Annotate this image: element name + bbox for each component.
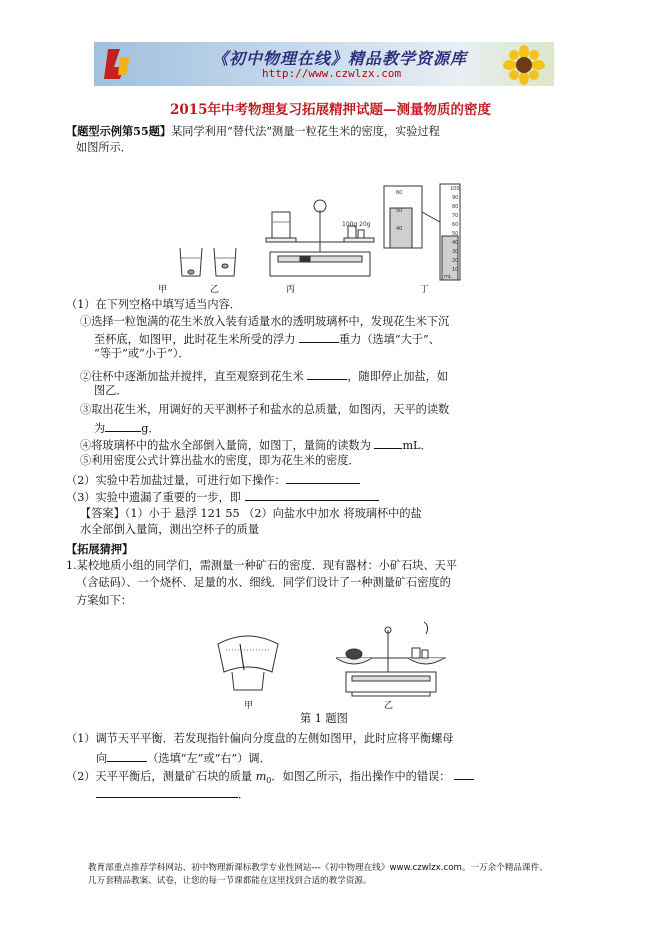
small-cyl-tick-60: 60 — [396, 190, 403, 196]
example-line1: 某同学利用“替代法”测量一粒花生米的密度，实验过程 — [171, 125, 440, 138]
weights-label: 100g 20g — [342, 221, 371, 228]
q1-step1a: ①选择一粒饱满的花生米放入装有适量水的透明玻璃杯中，发现花生米下沉 — [80, 315, 450, 328]
ext-p2: （含砝码）、一个烧杯、足量的水、细线．同学们设计了一种测量矿石密度的 — [76, 576, 451, 589]
q3: （3）实验中遗漏了重要的一步，即 — [66, 489, 379, 505]
cyl-tick-80: 80 — [452, 204, 459, 210]
cylinder-ding — [384, 184, 460, 280]
cyl-tick-50: 50 — [452, 231, 459, 237]
blank-nut-direction[interactable] — [107, 750, 147, 762]
ext-q2: （2）天平平衡后，测量矿石块的质量 $m_0$．如图乙所示，指出操作中的错误： — [66, 768, 474, 788]
ext-tag: 【拓展猜押】 — [66, 542, 134, 556]
fig1-label-yi: 乙 — [384, 701, 394, 711]
ext-q1: （1）调节天平平衡．若发现指针偏向分度盘的左侧如图甲，此时应将平衡螺母 — [66, 732, 454, 745]
q1-step3a: ③取出花生米，用调好的天平测杯子和盐水的总质量，如图丙，天平的读数 — [80, 403, 450, 416]
answer-line1: 【答案】（1）小于 悬浮 121 55 （2）向盐水中加水 将玻璃杯中的盐 — [80, 507, 422, 520]
blank-balance-reading[interactable] — [105, 420, 141, 432]
cyl-tick-100: 100 — [450, 186, 460, 192]
fig-label-yi: 乙 — [210, 285, 220, 295]
q2: （2）实验中若加盐过量，可进行如下操作： — [66, 472, 360, 488]
balance-bing — [266, 200, 374, 276]
blank-error-start[interactable] — [454, 768, 474, 780]
balance-yi — [336, 622, 446, 696]
q1-step3b: 为 g． — [94, 422, 160, 435]
blank-q2[interactable] — [286, 472, 360, 484]
cyl-tick-30: 30 — [452, 249, 459, 255]
fig-label-ding: 丁 — [420, 285, 430, 295]
sunflower-icon — [502, 46, 546, 84]
blank-buoyancy[interactable] — [299, 331, 339, 343]
cyl-unit: mL — [444, 274, 452, 280]
blank-q3[interactable] — [245, 489, 379, 501]
small-cyl-tick-50: 50 — [396, 208, 403, 214]
fig1-caption: 第 1 题图 — [300, 712, 348, 725]
cyl-tick-40: 40 — [452, 240, 459, 246]
cup-yi — [214, 248, 236, 276]
blank-error[interactable] — [96, 786, 238, 798]
blank-peanut-state[interactable] — [307, 368, 347, 380]
cup-jia — [180, 248, 202, 276]
example-line2: 如图所示． — [76, 141, 132, 154]
fig-label-jia: 甲 — [158, 285, 168, 295]
q1-step4: ④将玻璃杯中的盐水全部倒入量筒，如图丁，量筒的读数为 mL． — [80, 439, 432, 452]
ext-q1b: 向 （选填“左”或“右”）调． — [96, 752, 271, 765]
cyl-tick-10: 10 — [452, 267, 459, 273]
ext-p1: 1.某校地质小组的同学们，需测量一种矿石的密度．现有器材：小矿石块、天平 — [66, 559, 458, 572]
ext-p3: 方案如下： — [76, 594, 132, 607]
cyl-tick-90: 90 — [452, 195, 459, 201]
q1-step1c: “等于”或“小于”）． — [94, 347, 190, 360]
site-logo-icon — [100, 45, 134, 83]
q1-step1b: 至杯底，如图甲，此时花生米所受的浮力 重力（选填“大于”、 — [94, 333, 440, 346]
example-tag: 【题型示例第55题】 — [66, 124, 172, 138]
banner-title: 《初中物理在线》精品教学资源库 — [212, 49, 468, 68]
fig1-label-jia: 甲 — [244, 701, 254, 711]
q1-step5: ⑤利用密度公式计算出盐水的密度，即为花生米的密度． — [80, 454, 360, 467]
cyl-tick-70: 70 — [452, 213, 459, 219]
footer-line1: 教育部重点推荐学科网站、初中物理新课标教学专业性网站---《初中物理在线》www.czwlzx.com。一万余个精品课件、 — [88, 863, 548, 873]
footer-line2: 几万套精品教案、试卷，让您的每一节课都能在这里找到合适的教学资源。 — [88, 876, 372, 886]
ext-q2-blank-line: ． — [96, 786, 249, 802]
cyl-tick-20: 20 — [452, 258, 459, 264]
example-intro — [66, 124, 440, 139]
blank-cylinder-reading[interactable] — [374, 437, 402, 449]
cyl-tick-60: 60 — [452, 222, 459, 228]
small-cyl-tick-40: 40 — [396, 226, 403, 232]
q1-step2b: 图乙． — [94, 384, 128, 397]
scale-dial-jia — [218, 636, 278, 690]
q1-intro: （1）在下列空格中填写适当内容． — [66, 298, 241, 311]
footer — [88, 862, 548, 888]
answer-line2: 水全部倒入量筒，测出空杯子的质量 — [80, 523, 260, 536]
peanut-experiment-figure — [158, 182, 470, 295]
ore-density-figure — [212, 622, 452, 714]
banner-url[interactable]: http://www.czwlzx.com — [262, 67, 402, 80]
q1-step2a: ②往杯中逐渐加盐并搅拌，直至观察到花生米 ，随即停止加盐，如 — [80, 370, 449, 383]
fig-label-bing: 丙 — [286, 285, 296, 295]
page-title: 2015年中考物理复习拓展精押试题—测量物质的密度 — [169, 102, 492, 118]
site-banner — [94, 42, 554, 86]
